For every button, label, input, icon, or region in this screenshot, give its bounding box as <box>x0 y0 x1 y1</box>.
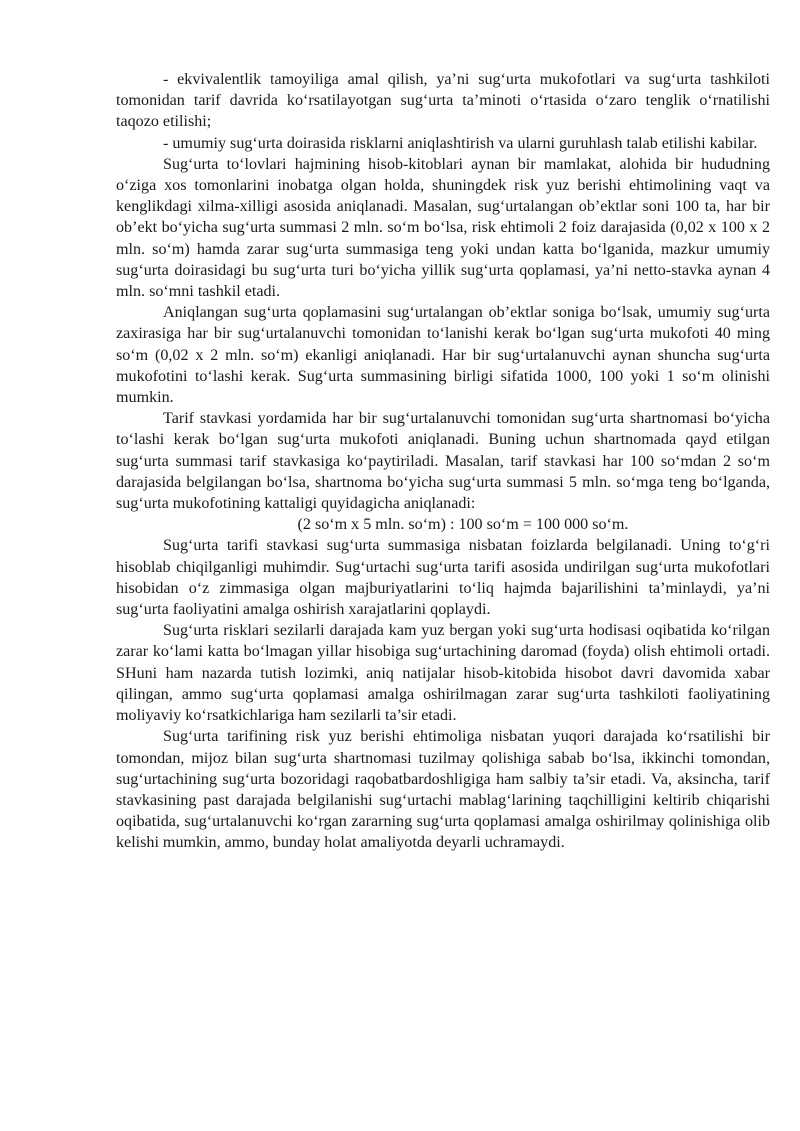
paragraph: Sug‘urta tarifining risk yuz berishi ehtimoliga nisbatan yuqori darajada ko‘rsatilishi bir tomondan, mijoz bilan sug‘urta shartnomasi tuzilmay qolishiga sabab bo‘lsa, ikkinchi tomondan, sug‘urtachining sug‘urta bozoridagi raqobatbardoshligiga ham salbiy ta’sir etadi. Va, aksincha, tarif stavkasining past darajada belgilanishi sug‘urtachi mablag‘larining taqchilligini keltirib chiqarishi oqibatida, sug‘urtalanuvchi ko‘rgan zararning sug‘urta qoplamasi amalga oshirilmay qolinishiga olib kelishi mumkin, ammo, bunday holat amaliyotda deyarli uchramaydi. <box>116 728 770 852</box>
paragraph: Sug‘urta risklari sezilarli darajada kam yuz bergan yoki sug‘urta hodisasi oqibatida ko‘rilgan zarar ko‘lami katta bo‘lmagan yillar hisobiga sug‘urtachining daromad (foyda) olish ehtimoli ortadi. SHuni ham nazarda tutish lozimki, aniq natijalar hisob-kitobida hisobot davri davomida xabar qilingan, ammo sug‘urta qoplamasi amalga oshirilmagan zarar sug‘urta tashkiloti faoliyatining moliyaviy ko‘rsatkichlariga ham sezilarli ta’sir etadi. <box>116 622 770 725</box>
paragraph: Sug‘urta to‘lovlari hajmining hisob-kitoblari aynan bir mamlakat, alohida bir hududning o‘ziga xos tomonlarini inobatga olgan holda, shuningdek risk yuz berishi ehtimolining vaqt va kenglikdagi xilma-xilligi asosida aniqlanadi. Masalan, sug‘urtalangan ob’ektlar soni 100 ta, har bir ob’ekt bo‘yicha sug‘urta summasi 2 mln. so‘m bo‘lsa, risk ehtimoli 2 foiz darajasida (0,02 x 100 x 2 mln. so‘m) hamda zarar sug‘urta summasiga teng yoki undan katta bo‘lganida, mazkur umumiy sug‘urta doirasidagi bu sug‘urta turi bo‘yicha yillik sug‘urta qoplamasi, ya’ni netto-stavka aynan 4 mln. so‘mni tashkil etadi. <box>116 155 770 301</box>
paragraph: Aniqlangan sug‘urta qoplamasini sug‘urtalangan ob’ektlar soniga bo‘lsak, umumiy sug‘urta zaxirasiga har bir sug‘urtalanuvchi tomonidan to‘lanishi kerak bo‘lgan sug‘urta mukofoti 40 ming so‘m (0,02 x 2 mln. so‘m) ekanligi aniqlanadi. Har bir sug‘urtalanuvchi aynan shuncha sug‘urta mukofotini to‘lashi kerak. Sug‘urta summasining birligi sifatida 1000, 100 yoki 1 so‘m olinishi mumkin. <box>116 304 770 407</box>
paragraph: Sug‘urta tarifi stavkasi sug‘urta summasiga nisbatan foizlarda belgilanadi. Uning to‘g‘ri hisoblab chiqilganligi muhimdir. Sug‘urtachi sug‘urta tarifi asosida undirilgan sug‘urta mukofotlari hisobidan o‘z zimmasiga olgan majburiyatlarini to‘liq hajmda bajarilishini ta’minlaydi, ya’ni sug‘urta faoliyatini amalga oshirish xarajatlarini qoplaydi. <box>116 537 770 619</box>
document-page <box>116 69 770 854</box>
formula: (2 so‘m x 5 mln. so‘m) : 100 so‘m = 100 000 so‘m. <box>297 516 629 534</box>
paragraph: - ekvivalentlik tamoyiliga amal qilish, ya’ni sug‘urta mukofotlari va sug‘urta tashkiloti tomonidan tarif davrida ko‘rsatilayotgan sug‘urta ta’minoti o‘rtasida o‘zaro tenglik o‘rnatilishi taqozo etilishi; <box>116 71 770 131</box>
paragraph: - umumiy sug‘urta doirasida risklarni aniqlashtirish va ularni guruhlash talab etilishi kabilar. <box>163 134 758 152</box>
paragraph: Tarif stavkasi yordamida har bir sug‘urtalanuvchi tomonidan sug‘urta shartnomasi bo‘yicha to‘lashi kerak bo‘lgan sug‘urta mukofoti aniqlanadi. Buning uchun shartnomada qayd etilgan sug‘urta summasi tarif stavkasiga ko‘paytiriladi. Masalan, tarif stavkasi har 100 so‘mdan 2 so‘m darajasida belgilangan bo‘lsa, shartnoma bo‘yicha sug‘urta summasi 5 mln. so‘mga teng bo‘lganda, sug‘urta mukofotining kattaligi quyidagicha aniqlanadi: <box>116 410 770 513</box>
